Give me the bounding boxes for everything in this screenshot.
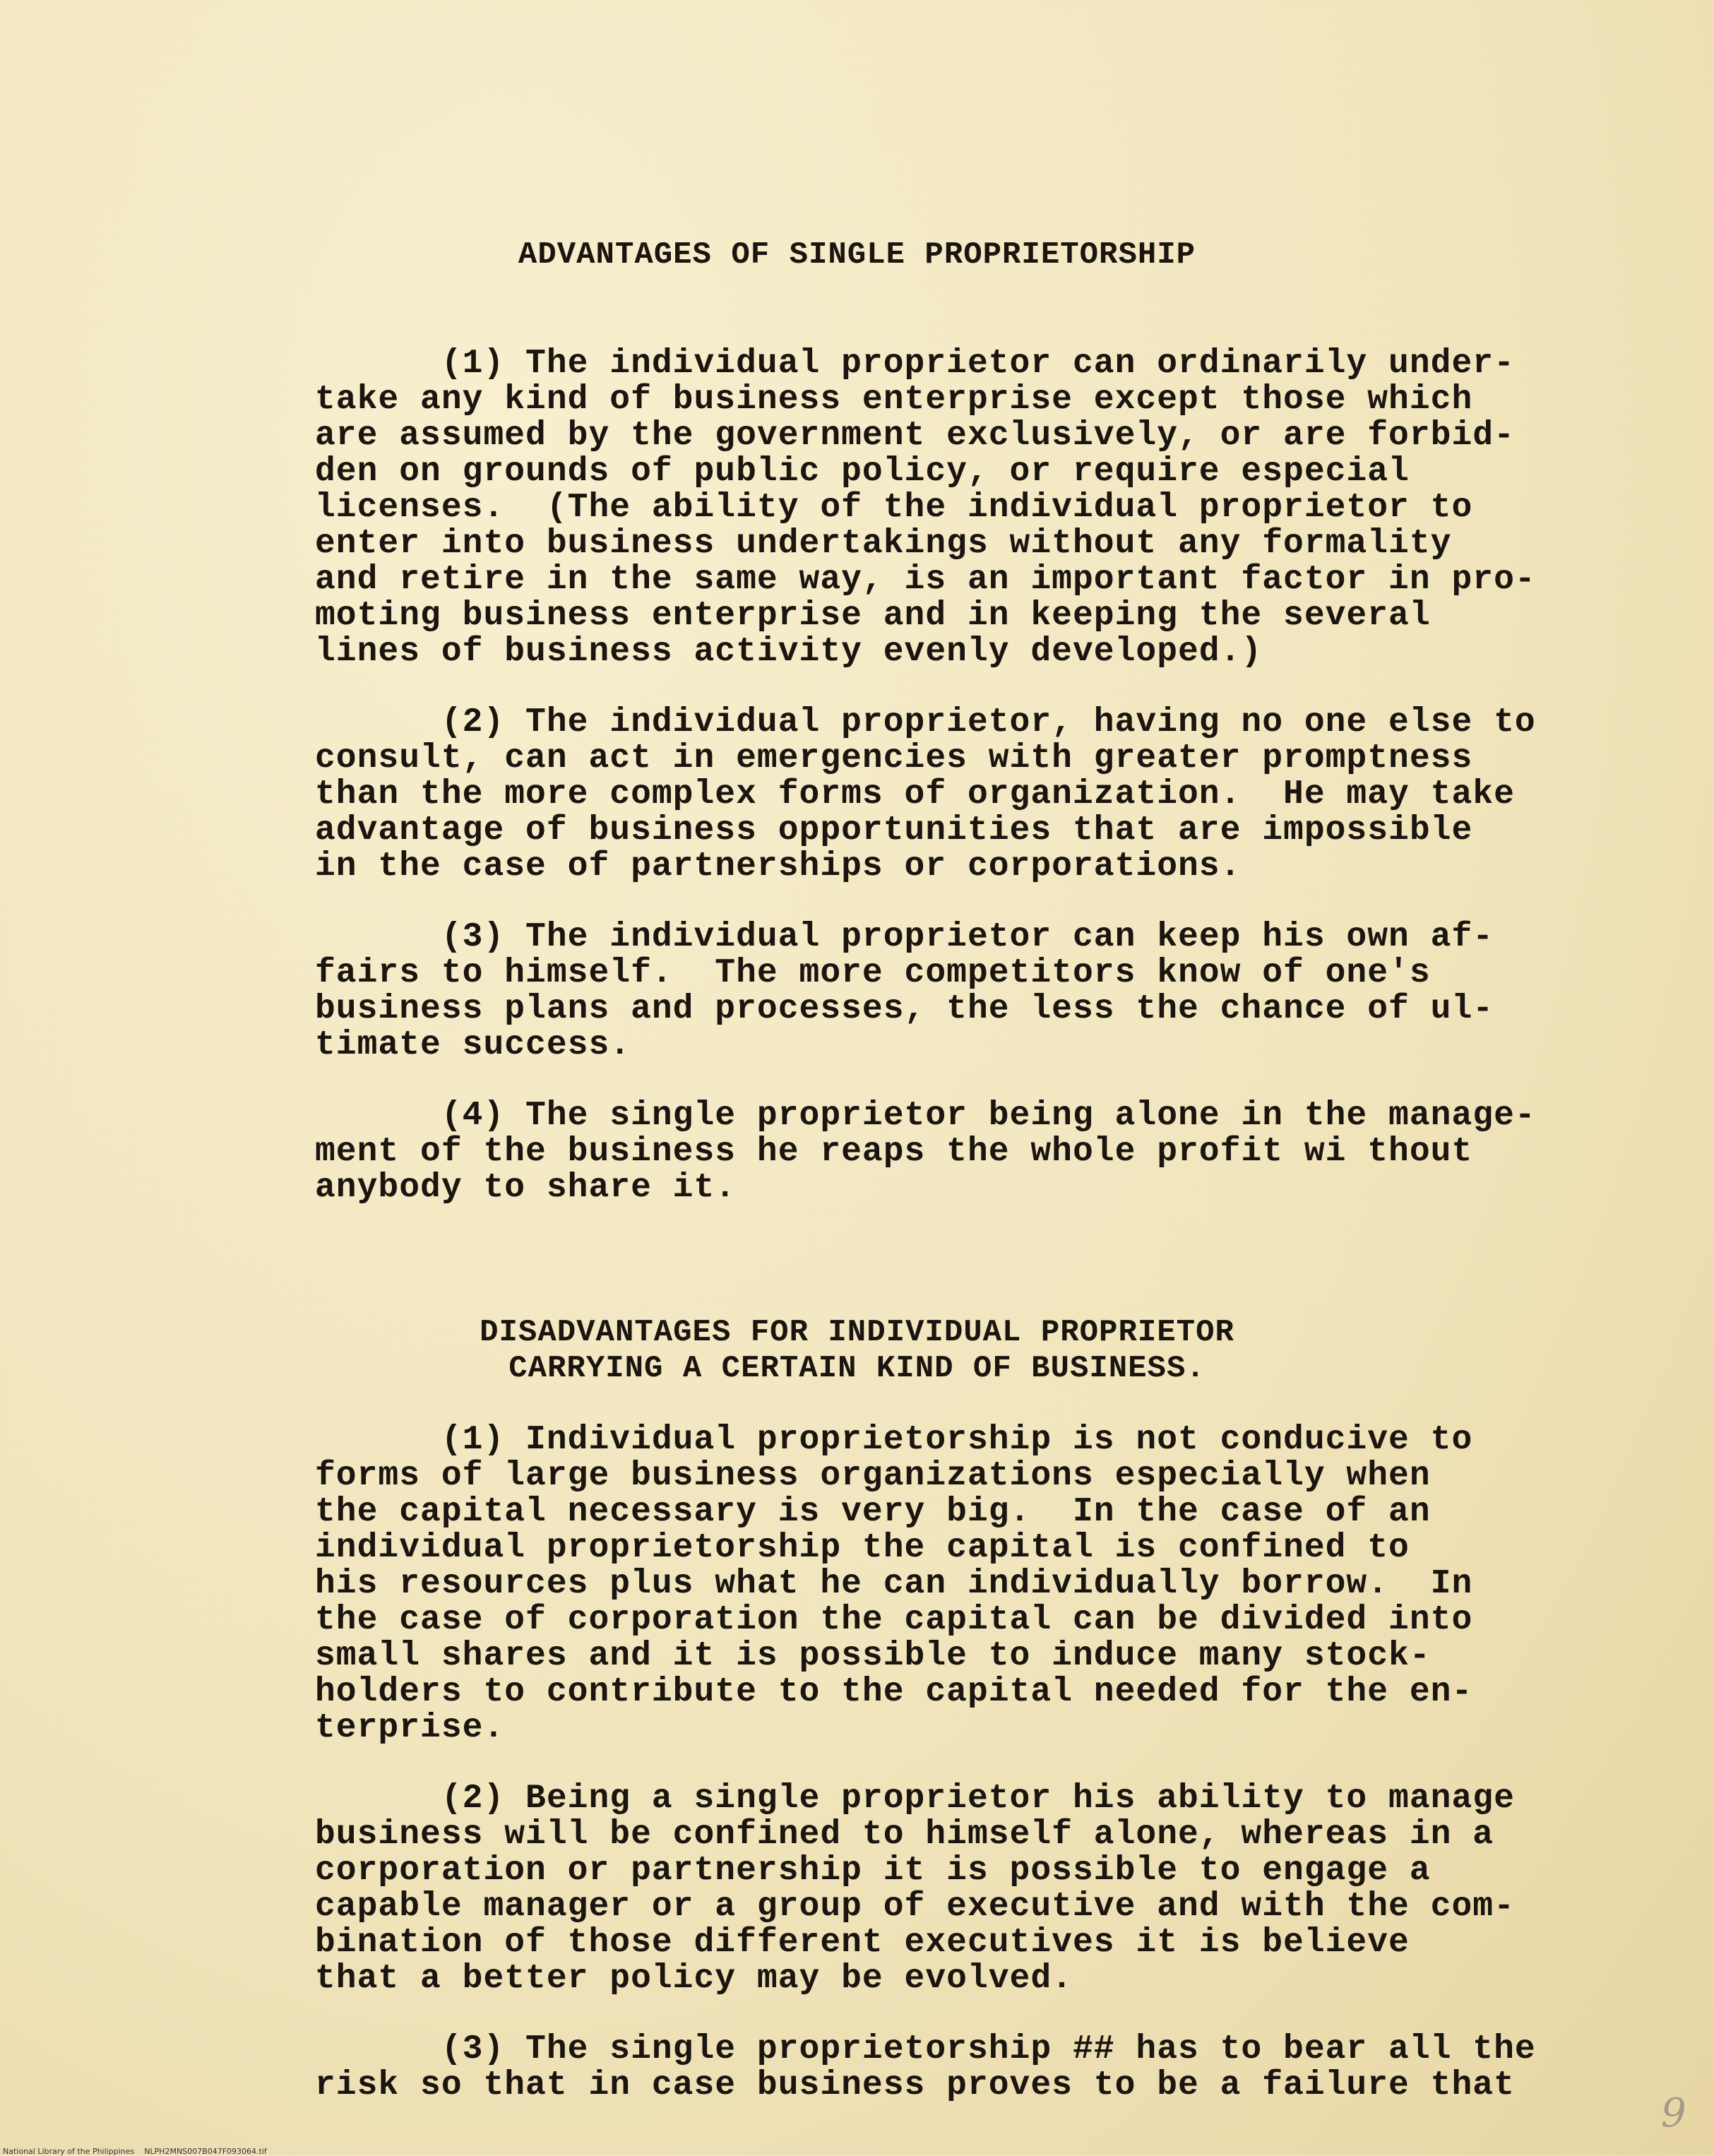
text-line: (1) Individual proprietorship is not conducive to — [315, 1421, 1473, 1459]
text-line: bination of those different executives it is believe — [315, 1924, 1410, 1962]
heading-disadvantages-line1: DISADVANTAGES FOR INDIVIDUAL PROPRIETOR — [480, 1315, 1234, 1350]
text-line: individual proprietorship the capital is confined to — [315, 1529, 1410, 1567]
text-line: advantage of business opportunities that are impossible — [315, 811, 1473, 850]
text-line: terprise. — [315, 1709, 505, 1747]
text-line: ment of the business he reaps the whole profit wi thout — [315, 1133, 1473, 1171]
text-line: corporation or partnership it is possible to engage a — [315, 1852, 1431, 1890]
text-line: licenses. (The ability of the individual proprietor to — [315, 489, 1473, 527]
text-line: capable manager or a group of executive and with the com- — [315, 1888, 1515, 1926]
text-line: in the case of partnerships or corporations. — [315, 847, 1242, 886]
text-line: holders to contribute to the capital needed for the en- — [315, 1673, 1473, 1711]
text-line: are assumed by the government exclusively, or are forbid- — [315, 417, 1515, 455]
text-line: and retire in the same way, is an important factor in pro- — [315, 561, 1536, 599]
text-line: (2) Being a single proprietor his ability to manage — [315, 1780, 1515, 1818]
page-number: 9 — [1661, 2090, 1686, 2136]
text-line: fairs to himself. The more competitors know of one's — [315, 954, 1431, 992]
text-line: consult, can act in emergencies with greater promptness — [315, 739, 1473, 778]
text-line: small shares and it is possible to induce many stock- — [315, 1637, 1431, 1675]
text-line: lines of business activity evenly developed.) — [315, 633, 1263, 671]
text-line: that a better policy may be evolved. — [315, 1960, 1073, 1998]
text-line: forms of large business organizations especially when — [315, 1457, 1431, 1495]
text-line: timate success. — [315, 1026, 631, 1064]
text-line: business will be confined to himself alone, whereas in a — [315, 1816, 1494, 1854]
text-line: risk so that in case business proves to be a failure that — [315, 2066, 1515, 2104]
text-line: the capital necessary is very big. In the case of an — [315, 1493, 1431, 1531]
text-line: (2) The individual proprietor, having no one else to — [315, 703, 1536, 742]
text-line: than the more complex forms of organization. He may take — [315, 775, 1515, 814]
text-line: his resources plus what he can individually borrow. In — [315, 1565, 1473, 1603]
text-line: enter into business undertakings without any formality — [315, 525, 1452, 563]
text-line: business plans and processes, the less the chance of ul- — [315, 990, 1494, 1028]
text-line: take any kind of business enterprise except those which — [315, 381, 1473, 419]
text-line: anybody to share it. — [315, 1169, 737, 1207]
heading-advantages: ADVANTAGES OF SINGLE PROPRIETORSHIP — [518, 237, 1196, 273]
text-line: the case of corporation the capital can be divided into — [315, 1601, 1473, 1639]
text-line: (1) The individual proprietor can ordinarily under- — [315, 345, 1515, 383]
heading-disadvantages-line2: CARRYING A CERTAIN KIND OF BUSINESS. — [508, 1351, 1206, 1386]
scan-footer: National Library of the Philippines NLPH2MNS007B047F093064.tif — [3, 2147, 267, 2156]
text-line: moting business enterprise and in keeping the several — [315, 597, 1431, 635]
text-line: den on grounds of public policy, or require especial — [315, 453, 1410, 491]
text-line: (3) The individual proprietor can keep his own af- — [315, 918, 1494, 956]
text-line: (4) The single proprietor being alone in the manage- — [315, 1097, 1536, 1135]
text-line: (3) The single proprietorship ## has to bear all the — [315, 2030, 1536, 2068]
